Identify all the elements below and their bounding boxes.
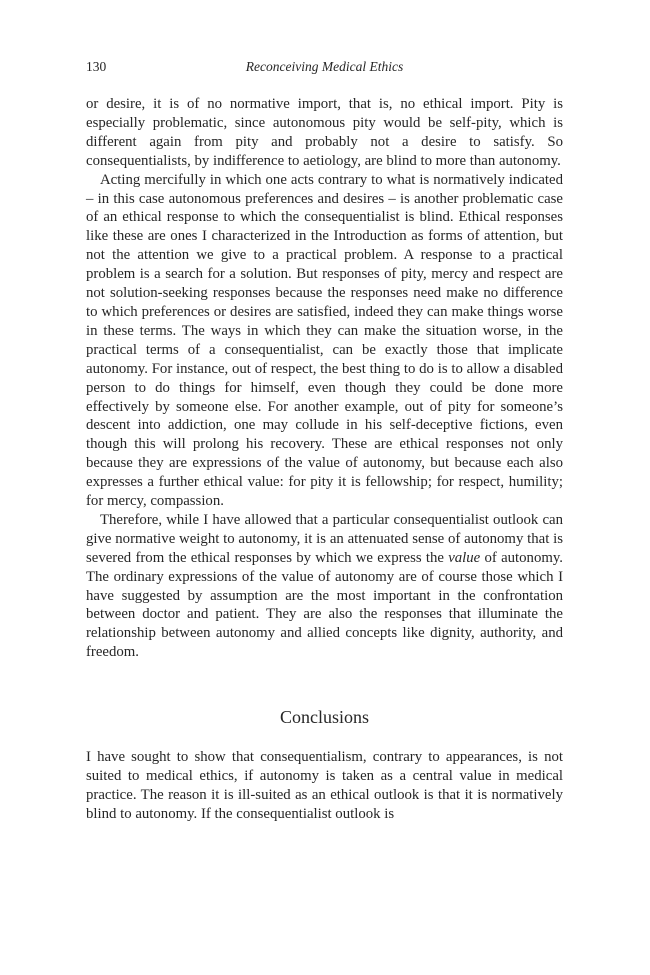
running-title: Reconceiving Medical Ethics <box>245 59 404 74</box>
running-head <box>86 57 563 77</box>
paragraph-text-after: of autonomy. The ordinary expressions of the value of autonomy are of course those which I have suggested by assumption are the most important in the confrontation between doctor and patient. They are also the responses that illuminate the relationship between autonomy and allied concepts like dignity, authority, and freedom. <box>86 549 563 661</box>
paragraph-text-before: Therefore, while I have allowed that a particular consequentialist outlook can give normative weight to autonomy, it is an attenuated sense of autonomy that is severed from the ethical responses by which we express the <box>86 511 563 566</box>
paragraph-continued: or desire, it is of no normative import, that is, no ethical import. Pity is especially problematic, since autonomous pity would be self-pity, which is different again from pity and probably not a desire to satisfy. So consequentialists, by indifference to aetiology, are blind to more than autonomy. <box>86 96 563 169</box>
page-number: 130 <box>86 59 107 74</box>
section-body <box>86 748 563 824</box>
section-heading: Conclusions <box>279 707 369 728</box>
book-page <box>86 57 563 824</box>
emphasized-word: value <box>448 549 481 566</box>
paragraph-acting-mercifully: Acting mercifully in which one acts contrary to what is normatively indicated – in this case autonomous preferences and desires – is another problematic case of an ethical response to which the consequentialist is blind. Ethical responses like these are ones I characterized in the Introduction as forms of attention, but not the attention we give to a practical problem. A response to a practical problem is a search for a solution. But responses of pity, mercy and respect are not solution-seeking responses because the responses need make no difference to which preferences or desires are satisfied, indeed they can make things worse in these terms. The ways in which they can make the situation worse, in the practical terms of a consequentialist, can be exactly those that implicate autonomy. For instance, out of respect, the best thing to do is to allow a disabled person to do things for himself, even though they could be done more effectively by someone else. For another example, out of pity for someone’s descent into addiction, one may collude in his self-deceptive fictions, even though this will prolong his recovery. These are ethical responses not only because they are expressions of the value of autonomy, but because each also expresses a further ethical value: for pity it is fellowship; for respect, humility; for mercy, compassion. <box>86 171 563 510</box>
paragraph-conclusions: I have sought to show that consequentialism, contrary to appearances, is not suited to medical ethics, if autonomy is taken as a central value in medical practice. The reason it is ill-suited as an ethical outlook is that it is normatively blind to autonomy. If the consequentialist outlook is <box>86 749 563 822</box>
paragraph-therefore <box>86 511 563 662</box>
body-text <box>86 95 563 662</box>
